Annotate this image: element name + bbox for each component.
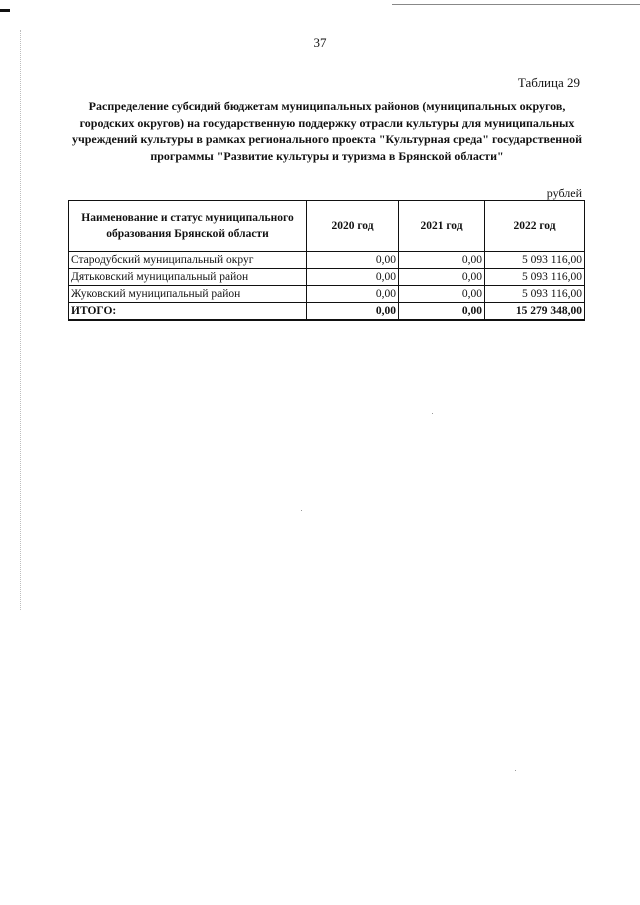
value-2022: 5 093 116,00 xyxy=(485,252,585,269)
header-municipality: Наименование и статус муниципального образования Брянской области xyxy=(69,201,307,252)
value-2022: 5 093 116,00 xyxy=(485,286,585,303)
scan-line xyxy=(392,4,640,5)
total-2020: 0,00 xyxy=(307,303,399,321)
table-row xyxy=(69,269,585,286)
document-title: Распределение субсидий бюджетам муниципальных районов (муниципальных округов, городских округов) на государственную поддержку отрасли культуры для муниципальных учреждений культуры в рамках регионального проекта "Культурная среда" государственной программы "Развитие культуры и туризма в Брянской области" xyxy=(71,99,583,163)
total-2022: 15 279 348,00 xyxy=(485,303,585,321)
value-2021: 0,00 xyxy=(399,286,485,303)
scan-speck xyxy=(515,770,516,771)
scan-edge xyxy=(20,30,22,610)
table-row xyxy=(69,286,585,303)
municipality-name: Дятьковский муниципальный район xyxy=(69,269,307,286)
value-2022: 5 093 116,00 xyxy=(485,269,585,286)
header-2020: 2020 год xyxy=(307,201,399,252)
municipality-name: Жуковский муниципальный район xyxy=(69,286,307,303)
header-2022: 2022 год xyxy=(485,201,585,252)
scan-speck xyxy=(432,413,433,414)
municipality-name: Стародубский муниципальный округ xyxy=(69,252,307,269)
value-2020: 0,00 xyxy=(307,252,399,269)
total-label: ИТОГО: xyxy=(69,303,307,321)
table-header-row xyxy=(69,201,585,252)
page-number: 37 xyxy=(313,35,327,50)
total-row xyxy=(69,303,585,321)
scan-speck xyxy=(301,510,302,511)
scan-mark xyxy=(0,9,10,12)
subsidy-table xyxy=(68,200,585,321)
value-2020: 0,00 xyxy=(307,269,399,286)
units-label: рублей xyxy=(546,186,582,200)
header-2021: 2021 год xyxy=(399,201,485,252)
table-label: Таблица 29 xyxy=(517,75,580,90)
total-2021: 0,00 xyxy=(399,303,485,321)
value-2020: 0,00 xyxy=(307,286,399,303)
table-row xyxy=(69,252,585,269)
value-2021: 0,00 xyxy=(399,269,485,286)
value-2021: 0,00 xyxy=(399,252,485,269)
